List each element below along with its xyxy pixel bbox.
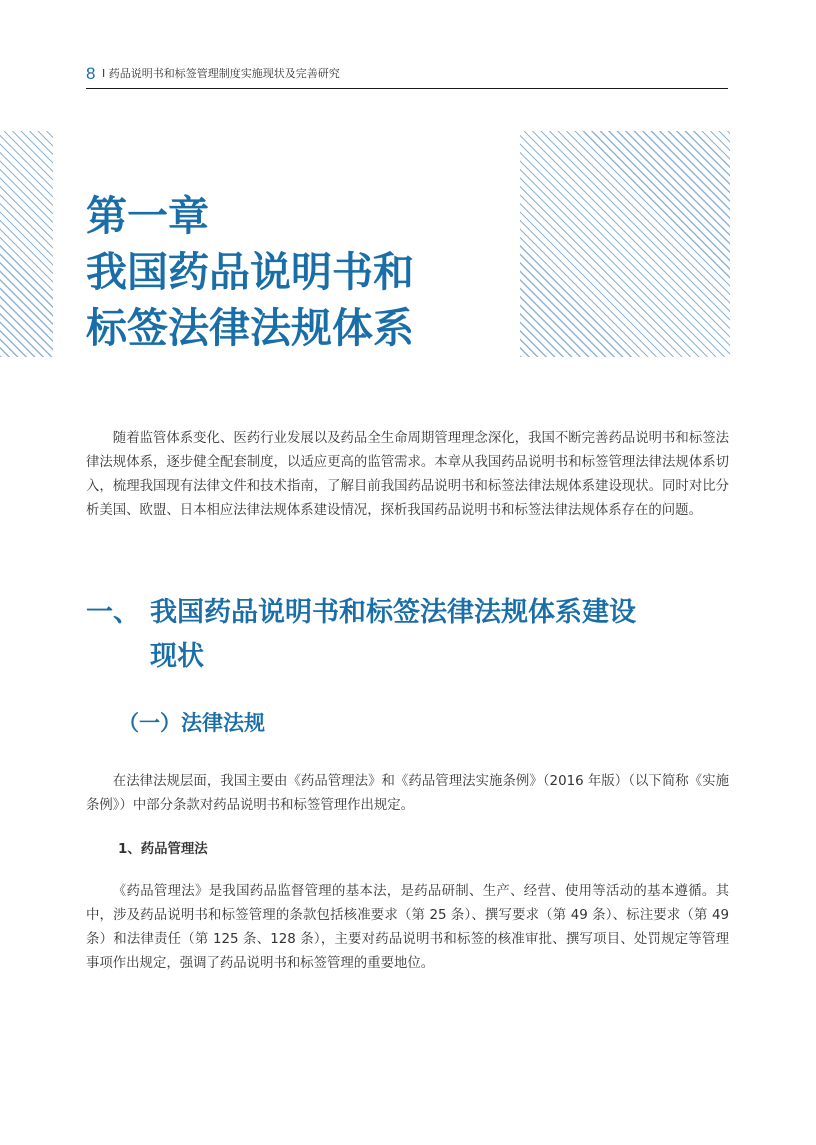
subsection-heading: （一）法律法规 bbox=[118, 711, 265, 735]
chapter-title-line-1: 我国药品说明书和 bbox=[86, 248, 414, 296]
section-title-line-1: 我国药品说明书和标签法律法规体系建设 bbox=[150, 597, 636, 628]
chapter-title bbox=[86, 188, 506, 356]
decorative-hatch-right bbox=[520, 131, 730, 357]
item-heading: 1、药品管理法 bbox=[118, 842, 208, 857]
laws-paragraph: 在法律法规层面，我国主要由《药品管理法》和《药品管理法实施条例》（2016 年版）（以下简称《实施条例》）中部分条款对药品说明书和标签管理作出规定。 bbox=[86, 774, 729, 813]
section-heading bbox=[86, 591, 736, 679]
intro-paragraph: 随着监管体系变化、医药行业发展以及药品全生命周期管理理念深化，我国不断完善药品说明书和标签法律法规体系，逐步健全配套制度，以适应更高的监管需求。本章从我国药品说明书和标签管理法律法规体系切入，梳理我国现有法律文件和技术指南，了解目前我国药品说明书和标签法律法规体系建设现状。同时对比分析美国、欧盟、日本相应法律法规体系建设情况，探析我国药品说明书和标签法律法规体系存在的问题。 bbox=[86, 431, 729, 518]
decorative-hatch-left bbox=[0, 131, 53, 357]
chapter-title-line-2: 标签法律法规体系 bbox=[86, 304, 414, 352]
drug-law-paragraph: 《药品管理法》是我国药品监督管理的基本法，是药品研制、生产、经营、使用等活动的基本遵循。其中，涉及药品说明书和标签管理的条款包括核准要求（第 25 条）、撰写要求（第 49 条）、标注要求（第 49 条）和法律责任（第 125 条、128 条），主要对药品说明书和标签的核准审批、撰写项目、处罚规定等管理事项作出规定，强调了药品说明书和标签管理的重要地位。 bbox=[86, 884, 729, 971]
running-header bbox=[86, 64, 728, 89]
page-number: 8 bbox=[86, 64, 96, 83]
running-title: I 药品说明书和标签管理制度实施现状及完善研究 bbox=[102, 67, 340, 80]
section-number: 一、 bbox=[86, 597, 140, 628]
section-title-line-2: 现状 bbox=[150, 641, 204, 672]
chapter-number: 第一章 bbox=[86, 192, 209, 240]
